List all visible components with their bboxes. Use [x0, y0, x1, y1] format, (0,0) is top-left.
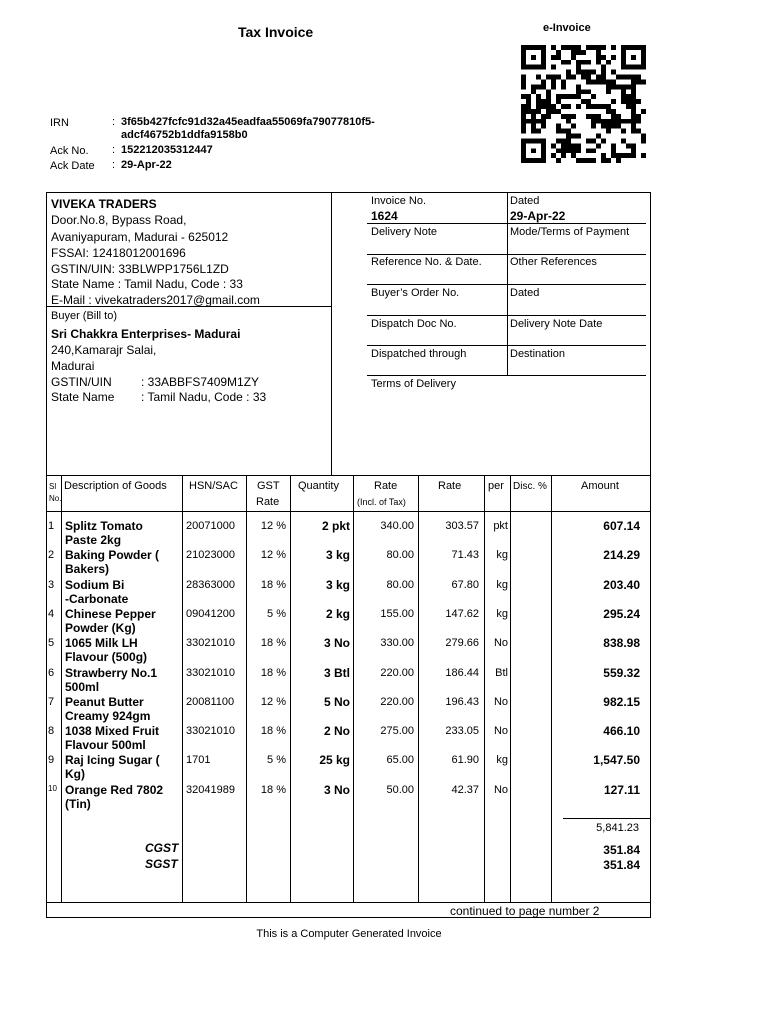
row-amount: 127.11 — [603, 783, 640, 797]
invoice-no-value: 1624 — [371, 209, 398, 223]
column-line — [353, 475, 354, 902]
seller-fssai: FSSAI: 12418012001696 — [51, 246, 186, 260]
row-gst: 12 % — [260, 520, 286, 532]
row-desc-1: Raj Icing Sugar ( — [65, 753, 160, 767]
page-title: Tax Invoice — [238, 24, 314, 40]
sgst-value: 351.84 — [603, 858, 640, 872]
row-desc-1: 1038 Mixed Fruit — [65, 724, 160, 738]
row-rate: 61.90 — [451, 754, 479, 766]
row-rate: 71.43 — [451, 549, 479, 561]
column-line — [484, 475, 485, 902]
buyer-name: Sri Chakkra Enterprises- Madurai — [51, 327, 241, 341]
row-gst: 18 % — [260, 579, 286, 591]
row-rate-incl: 340.00 — [380, 520, 414, 532]
row-desc-1: Sodium Bi — [65, 578, 125, 592]
row-per: No — [493, 637, 508, 649]
buyer-gstin-value: : 33ABBFS7409M1ZY — [141, 375, 260, 389]
row-amount: 214.29 — [603, 548, 640, 562]
row-per: pkt — [493, 520, 508, 532]
row-sl: 3 — [48, 579, 55, 591]
row-qty: 3 Btl — [323, 666, 350, 680]
divider — [563, 818, 651, 819]
row-rate-incl: 65.00 — [386, 754, 414, 766]
row-rate: 279.66 — [445, 637, 479, 649]
row-sl: 5 — [48, 637, 55, 649]
computer-generated-note: This is a Computer Generated Invoice — [256, 928, 442, 940]
row-rate: 67.80 — [451, 579, 479, 591]
row-desc-2: (Tin) — [65, 797, 91, 811]
cgst-label: CGST — [145, 841, 179, 855]
row-gst: 18 % — [260, 667, 286, 679]
row-desc-1: Peanut Butter — [65, 695, 144, 709]
row-per: kg — [496, 608, 508, 620]
row-desc-2: 500ml — [65, 680, 100, 694]
row-gst: 18 % — [260, 725, 286, 737]
ack-date-value: 29-Apr-22 — [121, 159, 172, 171]
row-amount: 838.98 — [603, 636, 640, 650]
header-amount: Amount — [581, 480, 619, 492]
terms-of-delivery-label: Terms of Delivery — [371, 378, 456, 390]
dated-value: 29-Apr-22 — [510, 209, 566, 223]
qr-code — [521, 45, 646, 163]
row-rate: 147.62 — [445, 608, 479, 620]
continued-note: continued to page number 2 — [450, 904, 600, 918]
row-desc-2: Kg) — [65, 767, 85, 781]
mode-terms-label: Mode/Terms of Payment — [510, 226, 630, 238]
row-desc-1: Baking Powder ( — [65, 548, 160, 562]
row-desc-2: Powder (Kg) — [65, 621, 136, 635]
ack-date-label: Ack Date — [50, 160, 95, 172]
delivery-note-date-label: Delivery Note Date — [510, 318, 603, 330]
header-disc: Disc. % — [513, 481, 547, 492]
row-qty: 25 kg — [319, 753, 350, 767]
divider — [46, 475, 651, 476]
header-sl — [49, 481, 61, 505]
header-sl-2: No. — [49, 494, 62, 503]
row-amount: 1,547.50 — [593, 753, 640, 767]
row-desc-1: Strawberry No.1 — [65, 666, 158, 680]
divider — [46, 902, 651, 903]
row-desc-1: Splitz Tomato — [65, 519, 143, 533]
divider — [367, 284, 646, 285]
row-amount: 203.40 — [603, 578, 640, 592]
row-hsn: 28363000 — [186, 579, 235, 591]
row-per: kg — [496, 579, 508, 591]
header-gst-rate: Rate — [256, 496, 280, 508]
delivery-note-label: Delivery Note — [371, 226, 438, 238]
row-qty: 3 kg — [325, 548, 350, 562]
row-hsn: 33021010 — [186, 637, 235, 649]
column-line — [551, 475, 552, 902]
seller-state: State Name : Tamil Nadu, Code : 33 — [51, 277, 243, 291]
dispatched-through-label: Dispatched through — [371, 348, 467, 360]
row-hsn: 09041200 — [186, 608, 235, 620]
row-per: No — [493, 784, 508, 796]
row-per: No — [493, 725, 508, 737]
row-gst: 18 % — [260, 637, 286, 649]
row-hsn: 20081100 — [186, 696, 235, 708]
row-qty: 3 No — [323, 636, 350, 650]
row-rate-incl: 275.00 — [380, 725, 414, 737]
buyers-order-label: Buyer’s Order No. — [371, 287, 460, 299]
column-line — [290, 475, 291, 902]
column-line — [61, 475, 62, 902]
destination-label: Destination — [510, 348, 566, 360]
buyer-state-label: State Name — [51, 390, 115, 404]
seller-address-2: Avaniyapuram, Madurai - 625012 — [51, 230, 229, 244]
cgst-value: 351.84 — [603, 843, 640, 857]
row-desc-2: Bakers) — [65, 562, 110, 576]
column-line — [418, 475, 419, 902]
row-hsn: 32041989 — [186, 784, 235, 796]
row-desc-1: 1065 Milk LH — [65, 636, 138, 650]
divider — [331, 192, 332, 475]
header-rate-incl: Rate — [374, 480, 398, 492]
row-hsn: 33021010 — [186, 667, 235, 679]
row-rate: 42.37 — [451, 784, 479, 796]
row-rate-incl: 80.00 — [386, 549, 414, 561]
dated-2-label: Dated — [510, 287, 540, 299]
ack-date-colon: : — [112, 159, 116, 171]
buyer-address-1: 240,Kamarajr Salai, — [51, 343, 157, 357]
seller-gstin: GSTIN/UIN: 33BLWPP1756L1ZD — [51, 262, 229, 276]
row-rate-incl: 80.00 — [386, 579, 414, 591]
row-rate: 186.44 — [445, 667, 479, 679]
divider — [367, 345, 646, 346]
row-amount: 559.32 — [603, 666, 640, 680]
row-rate: 196.43 — [445, 696, 479, 708]
row-per: Btl — [495, 667, 508, 679]
row-desc-2: Flavour (500g) — [65, 650, 148, 664]
row-gst: 12 % — [260, 549, 286, 561]
subtotal: 5,841.23 — [596, 822, 639, 834]
row-sl: 1 — [48, 520, 55, 532]
ack-no-value: 152212035312447 — [121, 144, 213, 156]
other-references-label: Other References — [510, 256, 597, 268]
row-rate: 233.05 — [445, 725, 479, 737]
divider — [367, 254, 646, 255]
irn-colon: : — [112, 116, 116, 128]
buyer-address-2: Madurai — [51, 359, 95, 373]
row-qty: 3 kg — [325, 578, 350, 592]
row-per: No — [493, 696, 508, 708]
row-gst: 5 % — [267, 608, 286, 620]
row-rate-incl: 220.00 — [380, 667, 414, 679]
row-hsn: 20071000 — [186, 520, 235, 532]
row-gst: 12 % — [260, 696, 286, 708]
row-qty: 2 pkt — [321, 519, 350, 533]
row-desc-2: Creamy 924gm — [65, 709, 151, 723]
reference-label: Reference No. & Date. — [371, 256, 482, 268]
row-desc-1: Orange Red 7802 — [65, 783, 164, 797]
invoice-no-label: Invoice No. — [371, 195, 427, 207]
irn-label: IRN — [50, 117, 69, 129]
divider — [367, 315, 646, 316]
dated-label: Dated — [510, 195, 540, 207]
row-rate-incl: 220.00 — [380, 696, 414, 708]
column-line — [246, 475, 247, 902]
row-desc-1: Chinese Pepper — [65, 607, 156, 621]
row-per: kg — [496, 754, 508, 766]
row-qty: 2 No — [323, 724, 350, 738]
row-sl: 4 — [48, 608, 55, 620]
seller-name: VIVEKA TRADERS — [51, 197, 157, 211]
row-sl: 6 — [48, 667, 55, 679]
divider — [46, 511, 651, 512]
irn-value-1: 3f65b427fcfc91d32a45eadfaa55069fa79077810f5- — [121, 116, 375, 128]
irn-value-2: adcf46752b1ddfa9158b0 — [121, 129, 248, 141]
row-amount: 607.14 — [603, 519, 640, 533]
row-sl: 2 — [48, 549, 55, 561]
header-sl-1: Sl — [49, 482, 57, 491]
row-gst: 18 % — [260, 784, 286, 796]
row-sl: 9 — [48, 754, 55, 766]
sgst-label: SGST — [145, 857, 178, 871]
header-per: per — [488, 480, 504, 492]
header-rate-incl-note: (Incl. of Tax) — [357, 497, 406, 507]
header-hsn: HSN/SAC — [189, 480, 238, 492]
row-sl: 7 — [48, 696, 55, 708]
buyer-label: Buyer (Bill to) — [51, 310, 118, 322]
row-hsn: 1701 — [186, 754, 211, 766]
buyer-gstin-label: GSTIN/UIN — [51, 375, 112, 389]
row-desc-2: -Carbonate — [65, 592, 129, 606]
einvoice-label: e-Invoice — [543, 22, 591, 34]
row-hsn: 21023000 — [186, 549, 235, 561]
divider — [367, 223, 646, 224]
ack-no-colon: : — [112, 144, 116, 156]
header-gst: GST — [257, 480, 280, 492]
row-rate: 303.57 — [445, 520, 479, 532]
row-qty: 2 kg — [325, 607, 350, 621]
row-per: kg — [496, 549, 508, 561]
row-desc-2: Flavour 500ml — [65, 738, 146, 752]
row-sl: 8 — [48, 725, 55, 737]
row-rate-incl: 330.00 — [380, 637, 414, 649]
column-line — [510, 475, 511, 902]
row-rate-incl: 50.00 — [386, 784, 414, 796]
buyer-state-value: : Tamil Nadu, Code : 33 — [141, 390, 267, 404]
row-gst: 5 % — [267, 754, 286, 766]
row-qty: 3 No — [323, 783, 350, 797]
divider — [367, 375, 646, 376]
row-hsn: 33021010 — [186, 725, 235, 737]
row-qty: 5 No — [323, 695, 350, 709]
seller-address-1: Door.No.8, Bypass Road, — [51, 213, 187, 227]
row-desc-2: Paste 2kg — [65, 533, 122, 547]
dispatch-doc-label: Dispatch Doc No. — [371, 318, 457, 330]
header-quantity: Quantity — [298, 480, 339, 492]
seller-email: E-Mail : vivekatraders2017@gmail.com — [51, 293, 260, 307]
header-rate: Rate — [438, 480, 462, 492]
header-description: Description of Goods — [64, 480, 167, 492]
row-amount: 295.24 — [603, 607, 640, 621]
row-rate-incl: 155.00 — [380, 608, 414, 620]
row-sl: 10 — [48, 784, 57, 793]
row-amount: 466.10 — [603, 724, 640, 738]
ack-no-label: Ack No. — [50, 145, 89, 157]
row-amount: 982.15 — [603, 695, 640, 709]
